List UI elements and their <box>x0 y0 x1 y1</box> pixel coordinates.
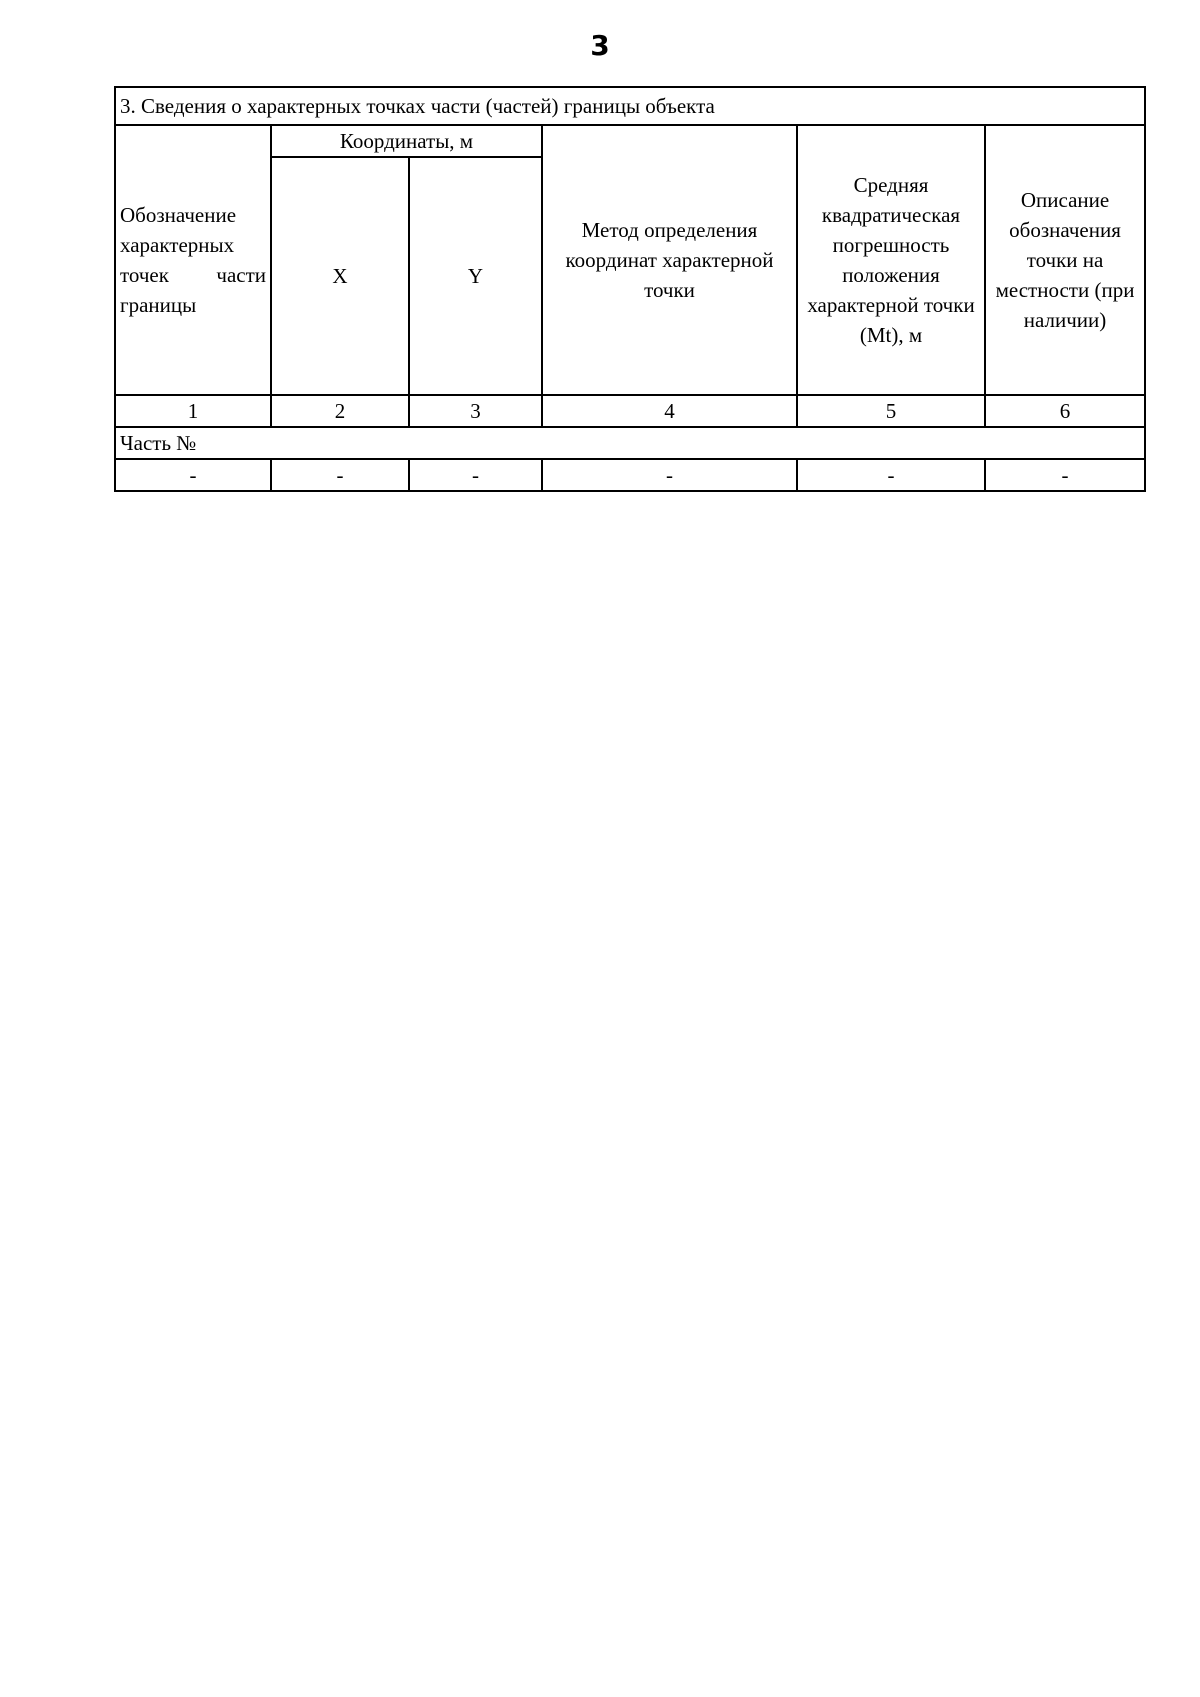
header-point-designation: Обозначение характерных точек части границы <box>115 125 271 395</box>
header-x: X <box>271 157 409 395</box>
table-row <box>115 459 1145 491</box>
page-number: 3 <box>590 29 610 62</box>
table-cell: - <box>409 459 542 491</box>
header-mean-error: Средняя квадратическая погрешность положения характерной точки (Mt), м <box>797 125 985 395</box>
column-number: 3 <box>409 395 542 427</box>
table-cell: - <box>115 459 271 491</box>
column-number: 2 <box>271 395 409 427</box>
table-title: 3. Сведения о характерных точках части (частей) границы объекта <box>115 87 1145 125</box>
table-cell: - <box>985 459 1145 491</box>
header-method: Метод определения координат характерной точки <box>542 125 797 395</box>
column-number: 6 <box>985 395 1145 427</box>
table-title-row <box>115 87 1145 125</box>
column-number: 5 <box>797 395 985 427</box>
header-coordinates-group: Координаты, м <box>271 125 542 157</box>
table-cell: - <box>271 459 409 491</box>
column-number: 4 <box>542 395 797 427</box>
header-description: Описание обозначения точки на местности (при наличии) <box>985 125 1145 395</box>
header-y: Y <box>409 157 542 395</box>
table-header-row <box>115 125 1145 157</box>
table-cell: - <box>542 459 797 491</box>
part-label-row <box>115 427 1145 459</box>
column-number-row <box>115 395 1145 427</box>
characteristic-points-table <box>114 86 1146 492</box>
part-label: Часть № <box>115 427 1145 459</box>
column-number: 1 <box>115 395 271 427</box>
table-cell: - <box>797 459 985 491</box>
